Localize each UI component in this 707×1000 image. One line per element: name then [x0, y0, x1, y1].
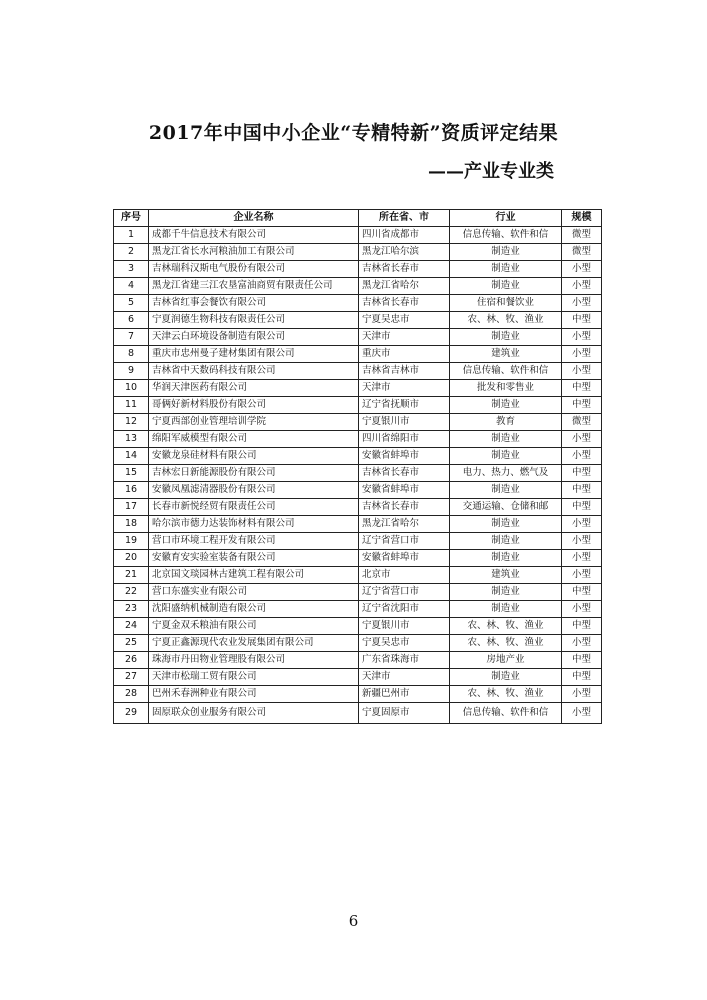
company-name: 重庆市忠州曼子建材集团有限公司 [149, 346, 359, 363]
company-name: 宁夏金双禾粮油有限公司 [149, 618, 359, 635]
company-name: 华润天津医药有限公司 [149, 380, 359, 397]
table-row [114, 244, 602, 261]
table-row [114, 465, 602, 482]
table-row [114, 686, 602, 703]
company-name: 天津市松瑞工贸有限公司 [149, 669, 359, 686]
location: 安徽省蚌埠市 [359, 448, 450, 465]
table-row [114, 397, 602, 414]
location: 黑龙江哈尔滨 [359, 244, 450, 261]
row-number: 19 [114, 533, 149, 550]
company-name: 吉林省红事会餐饮有限公司 [149, 295, 359, 312]
row-number: 24 [114, 618, 149, 635]
table-row [114, 618, 602, 635]
industry: 教育 [450, 414, 562, 431]
location: 北京市 [359, 567, 450, 584]
row-number: 29 [114, 703, 149, 724]
industry: 信息传输、软件和信 [450, 703, 562, 724]
industry: 制造业 [450, 550, 562, 567]
industry: 制造业 [450, 448, 562, 465]
results-table [113, 209, 602, 724]
table-row [114, 380, 602, 397]
row-number: 7 [114, 329, 149, 346]
row-number: 4 [114, 278, 149, 295]
industry: 制造业 [450, 516, 562, 533]
company-name: 成都千牛信息技术有限公司 [149, 227, 359, 244]
table-row [114, 584, 602, 601]
company-name: 安徽育安实验室装备有限公司 [149, 550, 359, 567]
table-row [114, 278, 602, 295]
location: 重庆市 [359, 346, 450, 363]
industry: 批发和零售业 [450, 380, 562, 397]
table-row [114, 703, 602, 724]
location: 天津市 [359, 380, 450, 397]
page-subtitle: ——产业专业类 [428, 161, 554, 182]
row-number: 20 [114, 550, 149, 567]
company-size: 小型 [562, 533, 602, 550]
company-name: 黑龙江省建三江农垦富油商贸有限责任公司 [149, 278, 359, 295]
table-row [114, 329, 602, 346]
location: 吉林省长春市 [359, 465, 450, 482]
industry: 制造业 [450, 431, 562, 448]
company-size: 微型 [562, 414, 602, 431]
location: 吉林省长春市 [359, 261, 450, 278]
location: 安徽省蚌埠市 [359, 550, 450, 567]
location: 宁夏吴忠市 [359, 635, 450, 652]
table-row [114, 448, 602, 465]
location: 安徽省蚌埠市 [359, 482, 450, 499]
row-number: 6 [114, 312, 149, 329]
table-row [114, 499, 602, 516]
row-number: 12 [114, 414, 149, 431]
company-size: 小型 [562, 346, 602, 363]
industry: 制造业 [450, 533, 562, 550]
table-row [114, 431, 602, 448]
industry: 电力、热力、燃气及 [450, 465, 562, 482]
location: 四川省绵阳市 [359, 431, 450, 448]
company-name: 黑龙江省长水河粮油加工有限公司 [149, 244, 359, 261]
table-row [114, 601, 602, 618]
company-size: 小型 [562, 278, 602, 295]
company-size: 中型 [562, 652, 602, 669]
row-number: 14 [114, 448, 149, 465]
company-name: 安徽凤凰滤清器股份有限公司 [149, 482, 359, 499]
company-size: 小型 [562, 601, 602, 618]
location: 四川省成都市 [359, 227, 450, 244]
company-size: 小型 [562, 550, 602, 567]
page-title: 2017年中国中小企业“专精特新”资质评定结果 [148, 122, 559, 144]
row-number: 18 [114, 516, 149, 533]
company-size: 中型 [562, 584, 602, 601]
company-size: 小型 [562, 295, 602, 312]
company-name: 哥俩好新材料股份有限公司 [149, 397, 359, 414]
location: 天津市 [359, 669, 450, 686]
row-number: 16 [114, 482, 149, 499]
company-name: 宁夏润德生物科技有限责任公司 [149, 312, 359, 329]
company-size: 小型 [562, 686, 602, 703]
table-row [114, 669, 602, 686]
industry: 制造业 [450, 244, 562, 261]
company-size: 中型 [562, 380, 602, 397]
company-size: 小型 [562, 635, 602, 652]
company-name: 哈尔滨市德力达装饰材料有限公司 [149, 516, 359, 533]
company-name: 固原联众创业服务有限公司 [149, 703, 359, 724]
industry: 农、林、牧、渔业 [450, 312, 562, 329]
location: 辽宁省营口市 [359, 533, 450, 550]
table-row [114, 635, 602, 652]
row-number: 3 [114, 261, 149, 278]
company-name: 吉林瑞科汉斯电气股份有限公司 [149, 261, 359, 278]
table-row [114, 295, 602, 312]
company-name: 宁夏正鑫源现代农业发展集团有限公司 [149, 635, 359, 652]
industry: 建筑业 [450, 346, 562, 363]
industry: 农、林、牧、渔业 [450, 635, 562, 652]
location: 新疆巴州市 [359, 686, 450, 703]
location: 辽宁省沈阳市 [359, 601, 450, 618]
location: 宁夏吴忠市 [359, 312, 450, 329]
header-location: 所在省、市 [359, 210, 450, 227]
location: 宁夏银川市 [359, 618, 450, 635]
company-size: 小型 [562, 261, 602, 278]
industry: 信息传输、软件和信 [450, 227, 562, 244]
table-row [114, 652, 602, 669]
table-row [114, 363, 602, 380]
row-number: 9 [114, 363, 149, 380]
industry: 制造业 [450, 329, 562, 346]
table-row [114, 261, 602, 278]
row-number: 15 [114, 465, 149, 482]
company-name: 天津云白环境设备制造有限公司 [149, 329, 359, 346]
company-name: 宁夏西部创业管理培训学院 [149, 414, 359, 431]
header-number: 序号 [114, 210, 149, 227]
location: 天津市 [359, 329, 450, 346]
company-size: 小型 [562, 448, 602, 465]
industry: 住宿和餐饮业 [450, 295, 562, 312]
header-size: 规模 [562, 210, 602, 227]
industry: 制造业 [450, 584, 562, 601]
industry: 制造业 [450, 482, 562, 499]
row-number: 27 [114, 669, 149, 686]
row-number: 22 [114, 584, 149, 601]
table-row [114, 482, 602, 499]
row-number: 10 [114, 380, 149, 397]
row-number: 25 [114, 635, 149, 652]
row-number: 23 [114, 601, 149, 618]
table-row [114, 516, 602, 533]
location: 宁夏固原市 [359, 703, 450, 724]
company-name: 营口东盛实业有限公司 [149, 584, 359, 601]
company-name: 珠海市丹田物业管理股有限公司 [149, 652, 359, 669]
industry: 交通运输、仓储和邮 [450, 499, 562, 516]
row-number: 13 [114, 431, 149, 448]
company-name: 营口市环境工程开发有限公司 [149, 533, 359, 550]
industry: 制造业 [450, 601, 562, 618]
row-number: 8 [114, 346, 149, 363]
location: 吉林省长春市 [359, 499, 450, 516]
company-name: 长春市新悦经贸有限责任公司 [149, 499, 359, 516]
industry: 房地产业 [450, 652, 562, 669]
industry: 农、林、牧、渔业 [450, 618, 562, 635]
row-number: 11 [114, 397, 149, 414]
table-row [114, 312, 602, 329]
company-size: 中型 [562, 499, 602, 516]
header-industry: 行业 [450, 210, 562, 227]
company-name: 安徽龙泉硅材料有限公司 [149, 448, 359, 465]
location: 辽宁省抚顺市 [359, 397, 450, 414]
industry: 制造业 [450, 278, 562, 295]
company-name: 绵阳军威模型有限公司 [149, 431, 359, 448]
row-number: 5 [114, 295, 149, 312]
company-size: 中型 [562, 465, 602, 482]
table-row [114, 567, 602, 584]
row-number: 1 [114, 227, 149, 244]
table-row [114, 227, 602, 244]
company-size: 中型 [562, 618, 602, 635]
page-number: 6 [348, 912, 359, 930]
row-number: 21 [114, 567, 149, 584]
location: 黑龙江省哈尔 [359, 278, 450, 295]
company-size: 中型 [562, 397, 602, 414]
table-row [114, 550, 602, 567]
industry: 建筑业 [450, 567, 562, 584]
company-size: 小型 [562, 363, 602, 380]
table-body [114, 227, 602, 724]
company-name: 吉林宏日新能源股份有限公司 [149, 465, 359, 482]
table-row [114, 533, 602, 550]
row-number: 2 [114, 244, 149, 261]
table-row [114, 346, 602, 363]
industry: 制造业 [450, 261, 562, 278]
company-name: 吉林省中天数码科技有限公司 [149, 363, 359, 380]
location: 广东省珠海市 [359, 652, 450, 669]
company-size: 小型 [562, 703, 602, 724]
company-size: 微型 [562, 227, 602, 244]
company-size: 中型 [562, 482, 602, 499]
location: 黑龙江省哈尔 [359, 516, 450, 533]
industry: 农、林、牧、渔业 [450, 686, 562, 703]
location: 吉林省吉林市 [359, 363, 450, 380]
industry: 信息传输、软件和信 [450, 363, 562, 380]
row-number: 26 [114, 652, 149, 669]
location: 宁夏银川市 [359, 414, 450, 431]
table-header-row [114, 210, 602, 227]
company-size: 微型 [562, 244, 602, 261]
industry: 制造业 [450, 397, 562, 414]
row-number: 17 [114, 499, 149, 516]
table-row [114, 414, 602, 431]
company-name: 巴州禾春洲种业有限公司 [149, 686, 359, 703]
company-size: 中型 [562, 669, 602, 686]
location: 吉林省长春市 [359, 295, 450, 312]
company-size: 小型 [562, 431, 602, 448]
company-size: 小型 [562, 329, 602, 346]
company-name: 北京国文琰园林古建筑工程有限公司 [149, 567, 359, 584]
row-number: 28 [114, 686, 149, 703]
company-size: 小型 [562, 567, 602, 584]
location: 辽宁省营口市 [359, 584, 450, 601]
company-name: 沈阳盛纳机械制造有限公司 [149, 601, 359, 618]
company-size: 小型 [562, 516, 602, 533]
company-size: 中型 [562, 312, 602, 329]
industry: 制造业 [450, 669, 562, 686]
header-company-name: 企业名称 [149, 210, 359, 227]
